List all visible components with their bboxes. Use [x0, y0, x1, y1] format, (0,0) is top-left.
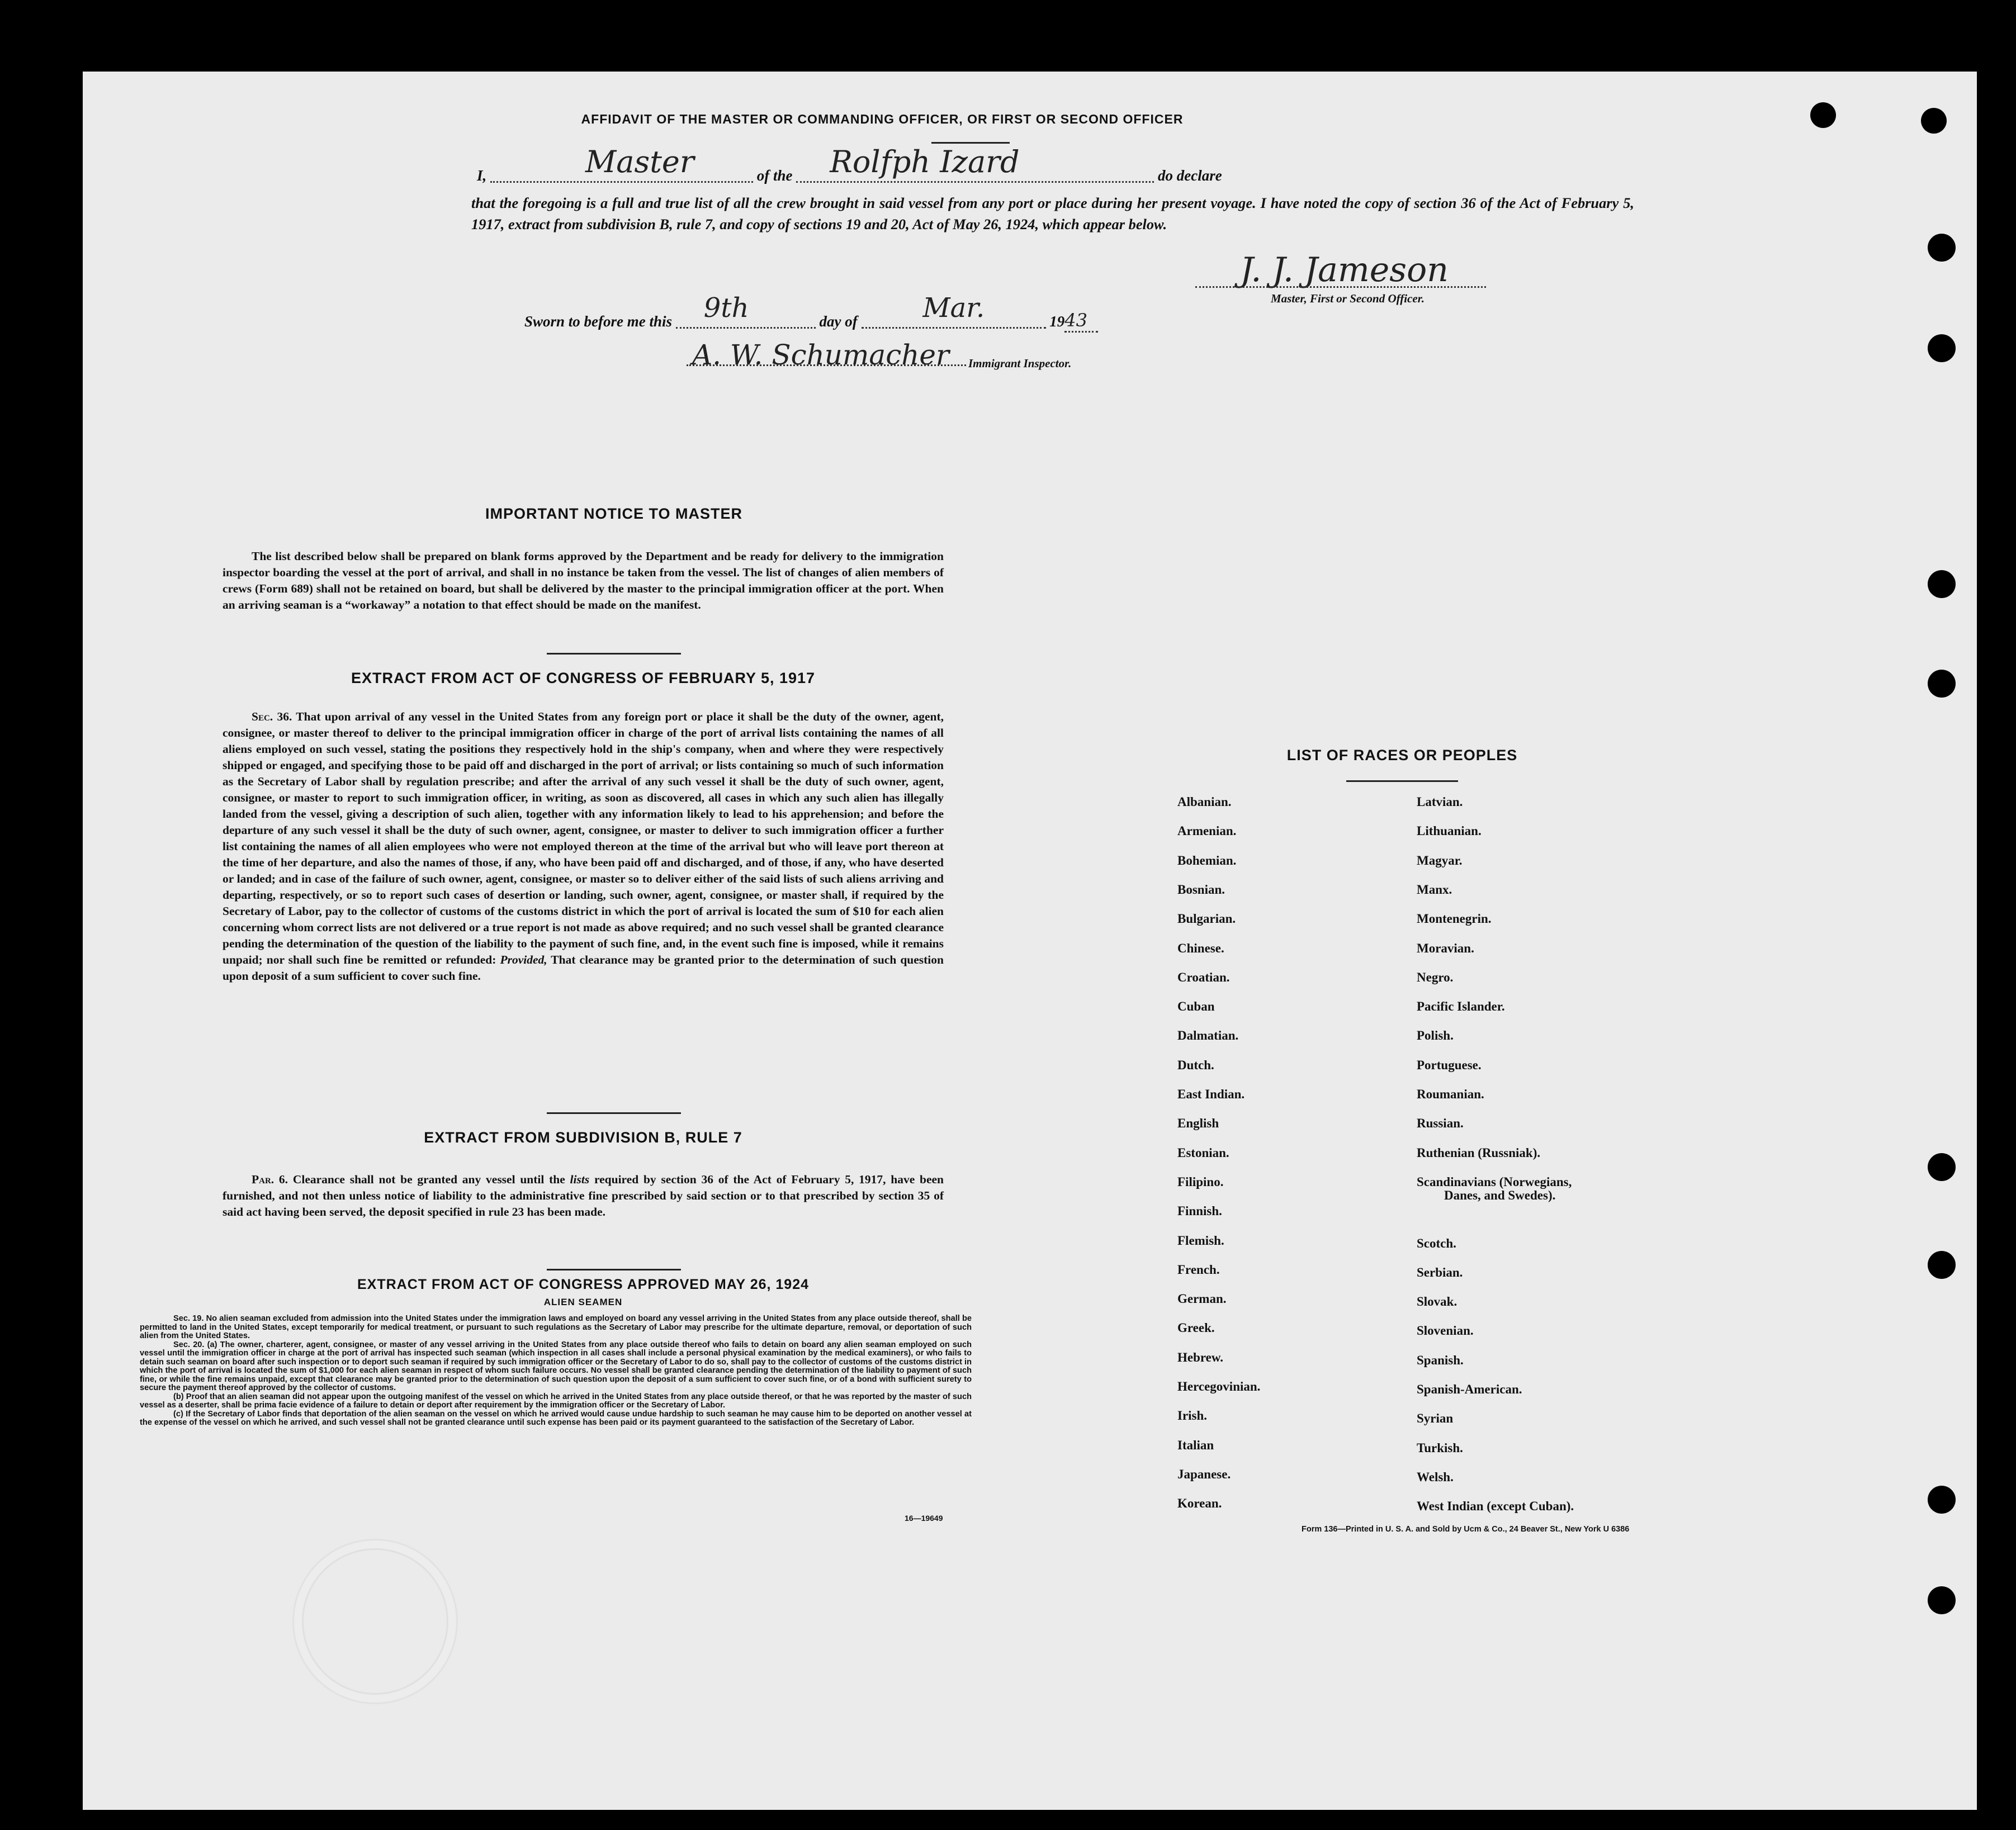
race-item: German.	[1177, 1292, 1227, 1306]
sec-20a: Sec. 20. (a) The owner, charterer, agent, consignee, or master of any vessel arriving in the United States from any place outside thereof who fails to detain on board any alien seaman employed on such vessel until the immigration officer in charge at the port of arrival has inspected such seaman (which inspection in all cases shall include a personal physical examination by the medical examiners), or who fails to detain such seaman on board after such inspection or to deport such seaman if required by such immigration officer or the Secretary of Labor to do so, shall pay to the collector of customs of the customs district in which the port of arrival is located the sum of $1,000 for each alien seaman in respect of whom such failure occurs. No vessel shall be granted clearance pending the determination of the liability to payment of such fine, or while the fine remains unpaid, except that clearance may be granted prior to the determination of such question upon the deposit of a sum sufficient to cover such fine, or of a bond with sufficient surety to secure the payment thereof approved by the collector of customs.	[140, 1340, 972, 1392]
lists-word: lists	[570, 1173, 590, 1186]
do-declare-label: do declare	[1158, 167, 1222, 184]
extract-rule7-title: EXTRACT FROM SUBDIVISION B, RULE 7	[424, 1129, 742, 1146]
rule7-text-b: required by section 36 of the Act of February 5, 1917, have been furnished, and not then unless notice of liability to the administrative fine prescribed by said section or to that prescribed by section 35 of said act having been served, the deposit specified in rule 23 has been made.	[223, 1173, 944, 1219]
master-signature: J. J. Jameson	[1240, 250, 1449, 290]
race-item: Turkish.	[1417, 1440, 1463, 1455]
race-item: Korean.	[1177, 1496, 1222, 1511]
divider	[547, 1269, 681, 1270]
race-item: Hercegovinian.	[1177, 1379, 1261, 1393]
sworn-year: 43	[1064, 310, 1098, 333]
punch-hole	[1928, 1486, 1956, 1514]
race-item: Lithuanian.	[1417, 824, 1482, 838]
race-item: Syrian	[1417, 1411, 1454, 1426]
sworn-prefix: Sworn to before me this	[524, 313, 673, 330]
race-item: Portuguese.	[1417, 1058, 1482, 1072]
section-body: That upon arrival of any vessel in the United States from any foreign port or place it shall be the duty of the owner, agent, consignee, or master thereof to deliver to the principal immigration officer in charge of the port of arrival lists containing the names of all aliens employed on such vessel, stating the positions they respectively hold in the ship's company, when and where they were respectively shipped or engaged, and specifying those to be paid off and discharged in the port of arrival; or lists containing so much of such information as the Secretary of Labor shall by regulation prescribe; and after the arrival of any such vessel it shall be the duty of such owner, agent, consignee, or master to report to such immigration officer, in writing, as soon as discovered, all cases in which any such alien has illegally landed from the vessel, giving a description of such alien, together with any information likely to lead to his apprehension; and before the departure of any such vessel it shall be the duty of such owner, agent, consignee, or master to deliver to such immigration officer a further list containing the names of all alien employees who were not employed thereon at the time of the arrival but who will leave port thereon at the time of her departure, and also the names of those, if any, who have been paid off and discharged, and of those, if any, who have deserted or landed; and in case of the failure of such owner, agent, consignee, or master so to deliver either of the said lists of such aliens arriving and departing, respectively, or so to report such cases of desertion or landing, such owner, agent, consignee, or master shall, if required by the Secretary of Labor, pay to the collector of customs of the customs district in which the port of arrival is located the sum of $10 for each alien concerning whom correct lists are not delivered or a true report is not made as above required; and no such vessel shall be granted clearance pending the determination of the question of the liability to the payment of such fine, and, in the event such fine is imposed, while it remains unpaid; nor shall such fine be remitted or refunded:	[223, 710, 944, 966]
punch-hole	[1810, 102, 1836, 128]
extract-1917-text	[223, 709, 944, 984]
race-item: Manx.	[1417, 882, 1452, 897]
race-item: Scotch.	[1417, 1236, 1456, 1250]
races-title: LIST OF RACES OR PEOPLES	[1286, 747, 1518, 764]
rule7-text-a: Clearance shall not be granted any vessel until the	[292, 1173, 565, 1186]
document-page	[83, 72, 1977, 1810]
form-code: 16—19649	[905, 1514, 943, 1523]
inspector-caption: Immigrant Inspector.	[968, 357, 1072, 370]
race-item: Dutch.	[1177, 1058, 1214, 1072]
affidavit-body: that the foregoing is a full and true list of all the crew brought in said vessel from any port or place during her present voyage. I have noted the copy of section 36 of the Act of February 5, 1917, extract from subdivision B, rule 7, and copy of sections 19 and 20, Act of May 26, 1924, which appear below.	[471, 195, 1634, 233]
year-prefix: 19	[1049, 313, 1065, 330]
sec-20b: (b) Proof that an alien seaman did not appear upon the outgoing manifest of the vessel on which he arrived in the United States from any place outside thereof, or that he was reported by the master of such vessel as a deserter, shall be prima facie evidence of a failure to detain or deport after requirement by the immigration officer or the Secretary of Labor.	[140, 1392, 972, 1410]
race-item: Flemish.	[1177, 1233, 1224, 1248]
signature-line	[1195, 286, 1486, 288]
punch-hole	[1921, 108, 1947, 134]
race-item: Japanese.	[1177, 1467, 1231, 1481]
divider	[547, 1112, 681, 1114]
embossed-seal-icon	[292, 1539, 458, 1704]
provided-word: Provided,	[500, 953, 547, 966]
race-item: Filipino.	[1177, 1174, 1224, 1189]
race-item: Scandinavians (Norwegians,	[1417, 1174, 1572, 1189]
race-item: West Indian (except Cuban).	[1417, 1499, 1574, 1514]
race-item: Chinese.	[1177, 941, 1224, 955]
section-label: Sec. 36.	[252, 710, 292, 723]
extract-1924-subtitle: ALIEN SEAMEN	[543, 1297, 623, 1307]
race-item: Albanian.	[1177, 795, 1232, 809]
extract-1924-title: EXTRACT FROM ACT OF CONGRESS APPROVED MAY 26, 1924	[357, 1277, 810, 1292]
extract-rule7-text	[223, 1172, 944, 1220]
race-item: Negro.	[1417, 970, 1454, 984]
sec-19: Sec. 19. No alien seaman excluded from admission into the United States under the immigration laws and employed on board any vessel arriving in the United States from any place outside thereof, shall be permitted to land in the United States, except temporarily for medical treatment, or pursuant to such regulations as the Secretary of Labor may prescribe for the ultimate departure, removal, or deportation of such alien from the United States.	[140, 1314, 972, 1340]
inspector-signature: A. W. Schumacher	[692, 339, 949, 371]
sworn-line	[524, 292, 1098, 333]
race-item: Hebrew.	[1177, 1350, 1223, 1364]
race-item: Danes, and Swedes).	[1444, 1188, 1556, 1202]
race-item: Estonian.	[1177, 1145, 1229, 1160]
notice-text: The list described below shall be prepared on blank forms approved by the Department and be ready for delivery to the immigration inspector boarding the vessel at the port of arrival, and shall in no instance be taken from the vessel. The list of changes of alien members of crews (Form 689) shall not be retained on board, but shall be delivered by the master to the principal immigration officer at the port. When an arriving seaman is a “workaway” a notation to that effect should be made on the manifest.	[223, 549, 944, 611]
race-item: Welsh.	[1417, 1469, 1454, 1484]
race-item: Russian.	[1417, 1116, 1464, 1131]
race-item: Finnish.	[1177, 1204, 1222, 1219]
race-item: Spanish.	[1417, 1353, 1464, 1367]
race-item: Cuban	[1177, 999, 1215, 1014]
race-item: East Indian.	[1177, 1087, 1245, 1101]
sworn-month: Mar.	[922, 292, 985, 324]
race-item: Latvian.	[1417, 795, 1463, 809]
race-item: Italian	[1177, 1438, 1214, 1452]
sworn-day: 9th	[703, 292, 749, 324]
notice-title: IMPORTANT NOTICE TO MASTER	[485, 505, 742, 522]
race-item: Montenegrin.	[1417, 912, 1492, 926]
affidavit-title: AFFIDAVIT OF THE MASTER OR COMMANDING OFFICER, OR FIRST OR SECOND OFFICER	[581, 112, 1184, 126]
section-body-end: That clearance may be granted prior to the determination of such question upon deposit of a sum sufficient to cover such fine.	[223, 953, 944, 983]
race-item: Roumanian.	[1417, 1087, 1484, 1101]
punch-hole	[1928, 1586, 1956, 1614]
race-item: Ruthenian (Russniak).	[1417, 1145, 1541, 1160]
race-item: Serbian.	[1417, 1265, 1463, 1279]
race-item: Slovenian.	[1417, 1324, 1474, 1338]
punch-hole	[1928, 570, 1956, 598]
race-item: Pacific Islander.	[1417, 999, 1505, 1014]
race-item: Irish.	[1177, 1409, 1208, 1423]
divider	[1346, 780, 1458, 782]
race-item: Bohemian.	[1177, 853, 1237, 867]
affidavit-prefix: I,	[477, 167, 487, 184]
form-footer: Form 136—Printed in U. S. A. and Sold by Ucm & Co., 24 Beaver St., New York U 6386	[1302, 1525, 1630, 1534]
race-item: Bulgarian.	[1177, 912, 1236, 926]
divider	[931, 142, 1010, 144]
of-the-label: of the	[756, 167, 793, 184]
punch-hole	[1928, 1153, 1956, 1181]
officer-rank: Master	[585, 144, 694, 179]
master-caption: Master, First or Second Officer.	[1271, 292, 1425, 305]
race-item: Bosnian.	[1177, 882, 1225, 897]
race-item: Moravian.	[1417, 941, 1474, 955]
race-item: Polish.	[1417, 1028, 1454, 1043]
punch-hole	[1928, 670, 1956, 698]
race-item: Dalmatian.	[1177, 1028, 1239, 1043]
punch-hole	[1928, 334, 1956, 362]
signature-line	[687, 364, 966, 366]
sec-20c: (c) If the Secretary of Labor finds that deportation of the alien seaman on the vessel on which he arrived would cause undue hardship to such seaman he may cause him to be deported on another vessel at the expense of the vessel on which he arrived, and such vessel shall not be granted clearance until such expense has been paid or its payment guaranteed to the satisfaction of the Secretary of Labor.	[140, 1409, 972, 1427]
punch-hole	[1928, 1251, 1956, 1279]
vessel-name: Rolfph Izard	[830, 144, 1020, 179]
race-item: Croatian.	[1177, 970, 1230, 984]
race-item: Greek.	[1177, 1321, 1215, 1335]
race-item: French.	[1177, 1262, 1220, 1277]
race-item: Spanish-American.	[1417, 1382, 1522, 1396]
race-item: English	[1177, 1116, 1219, 1131]
affidavit-line-1	[477, 144, 1640, 184]
extract-1924-body	[140, 1315, 972, 1428]
extract-1917-title: EXTRACT FROM ACT OF CONGRESS OF FEBRUARY 5, 1917	[351, 670, 816, 686]
punch-hole	[1928, 234, 1956, 262]
race-item: Magyar.	[1417, 853, 1463, 867]
race-item: Slovak.	[1417, 1295, 1457, 1309]
divider	[547, 653, 681, 655]
day-of-label: day of	[819, 313, 858, 330]
paragraph-label: Par. 6.	[252, 1173, 288, 1186]
race-item: Armenian.	[1177, 824, 1237, 838]
